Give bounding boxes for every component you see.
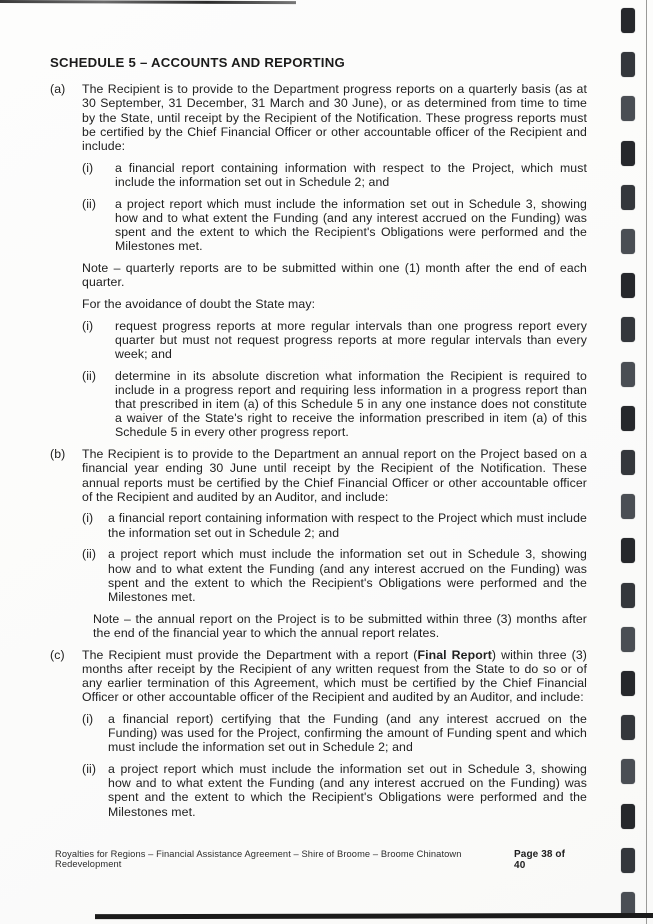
binding-hole-icon <box>621 848 635 873</box>
page-number: Page 38 of 40 <box>514 849 566 871</box>
paragraph-i <box>82 712 587 755</box>
binding-hole-icon <box>621 406 635 431</box>
paragraph-ii <box>82 762 587 819</box>
binding-hole-icon <box>621 362 635 387</box>
paragraph-c <box>50 648 587 705</box>
binding-hole-icon <box>621 627 635 652</box>
paragraph-text: a project report which must include the information set out in Schedule 3, showing how and to what extent the Funding (and any interest accrued on the Funding) was spent and the extent to which the Recipient's Obligations were performed and the Milestones met. <box>115 196 587 254</box>
list-label: (b) <box>50 447 66 462</box>
binding-hole-icon <box>621 229 635 254</box>
list-label: (ii) <box>82 547 97 562</box>
schedule-title: SCHEDULE 5 – ACCOUNTS AND REPORTING <box>50 55 345 70</box>
binding-hole-icon <box>621 141 635 166</box>
paragraph-text: The Recipient is to provide to the Department an annual report on the Project based on a financial year ending 30 June until receipt by the Recipient of the Notification. These annual reports must be certified by the Chief Financial Officer or other accountable officer of the Recipient and audited by an Auditor, and include: <box>82 447 587 504</box>
paragraph-ii <box>82 197 587 254</box>
paragraph-text: request progress reports at more regular intervals than one progress report every quarter but must not request progress reports at more regular intervals than every week; and <box>115 318 587 361</box>
list-label: (i) <box>82 160 94 175</box>
scan-bottom-edge-artifact <box>95 913 653 919</box>
paragraph-i <box>82 319 587 362</box>
page-footer <box>55 849 577 871</box>
list-label: (ii) <box>82 762 97 777</box>
paragraph-text: a financial report containing information with respect to the Project which must include the information set out in Schedule 2; and <box>108 511 587 540</box>
paragraph-ii <box>82 547 587 604</box>
paragraph-text: a financial report containing information with respect to the Project, which must include the information set out in Schedule 2; and <box>115 160 587 189</box>
paragraph-text: a project report which must include the information set out in Schedule 3, showing how and to what extent the Funding (and any interest accrued on the Funding) was spent and the extent to which the Recipient's Obligations were performed and the Milestones met. <box>108 762 587 819</box>
scan-top-edge-artifact <box>0 0 296 4</box>
paragraph: Note – quarterly reports are to be submitted within one (1) month after the end of each quarter. <box>82 260 587 290</box>
page-edge-line <box>646 0 647 924</box>
list-label: (c) <box>50 647 65 662</box>
list-label: (i) <box>82 511 94 526</box>
binding-hole-icon <box>621 8 635 33</box>
binding-hole-icon <box>621 538 635 563</box>
paragraph: Note – the annual report on the Project is to be submitted within three (3) months after the end of the financial year to which the annual report relates. <box>93 611 587 640</box>
binding-hole-icon <box>621 273 635 298</box>
binding-hole-icon <box>621 185 635 210</box>
list-label: (a) <box>50 82 66 97</box>
binding-hole-icon <box>621 671 635 696</box>
paragraph-text: The Recipient is to provide to the Department progress reports on a quarterly basis (as at 30 September, 31 December, 31 March and 30 June), or as determined from time to time by the State, until receipt by the Recipient of the Notification. These progress reports must be certified by the Chief Financial Officer or other accountable officer of the Recipient and include: <box>82 82 587 154</box>
footer-document-title: Royalties for Regions – Financial Assistance Agreement – Shire of Broome – Broome Chinatown Redevelopment <box>55 849 462 869</box>
paragraph-i <box>82 161 587 189</box>
paragraph-text: determine in its absolute discretion what information the Recipient is required to include in a progress report and requiring less information in a progress report than that prescribed in item (a) of this Schedule 5 in any one instance does not constitute a waiver of the State's right to receive the information prescribed in item (a) of this Schedule 5 in every other progress report. <box>115 368 587 440</box>
binding-hole-icon <box>621 317 635 342</box>
list-label: (i) <box>82 318 94 333</box>
binding-hole-icon <box>621 583 635 608</box>
paragraph-i <box>82 511 587 539</box>
document-content <box>50 56 587 826</box>
binding-hole-icon <box>621 715 635 740</box>
binding-hole-icon <box>621 52 635 77</box>
binding-hole-icon <box>621 804 635 829</box>
paragraph: For the avoidance of doubt the State may: <box>82 296 316 311</box>
binding-hole-icon <box>621 96 635 121</box>
list-label: (i) <box>82 711 94 726</box>
paragraph-a <box>50 82 587 153</box>
document-body <box>50 82 587 819</box>
list-label: (ii) <box>82 196 97 211</box>
list-label: (ii) <box>82 368 97 383</box>
binding-hole-icon <box>621 450 635 475</box>
binding-hole-icon <box>621 494 635 519</box>
paragraph-text: The Recipient must provide the Department with a report (Final Report) within three (3) months after receipt by the Recipient of any written request from the State to do so or of any earlier termination of this Agreement, which must be certified by the Chief Financial Officer or other accountable officer of the Recipient and audited by an Auditor, and include: <box>82 647 587 705</box>
paragraph-text: a project report which must include the information set out in Schedule 3, showing how and to what extent the Funding (and any interest accrued on the Funding) was spent and the extent to which the Recipient's Obligations were performed and the Milestones met. <box>108 547 587 604</box>
binding-hole-icon <box>621 759 635 784</box>
paragraph-text: a financial report) certifying that the Funding (and any interest accrued on the Funding) was used for the Project, confirming the amount of Funding spent and which must include the information set out in Schedule 2; and <box>108 711 587 755</box>
paragraph-ii <box>82 369 587 440</box>
paragraph-b <box>50 447 587 504</box>
